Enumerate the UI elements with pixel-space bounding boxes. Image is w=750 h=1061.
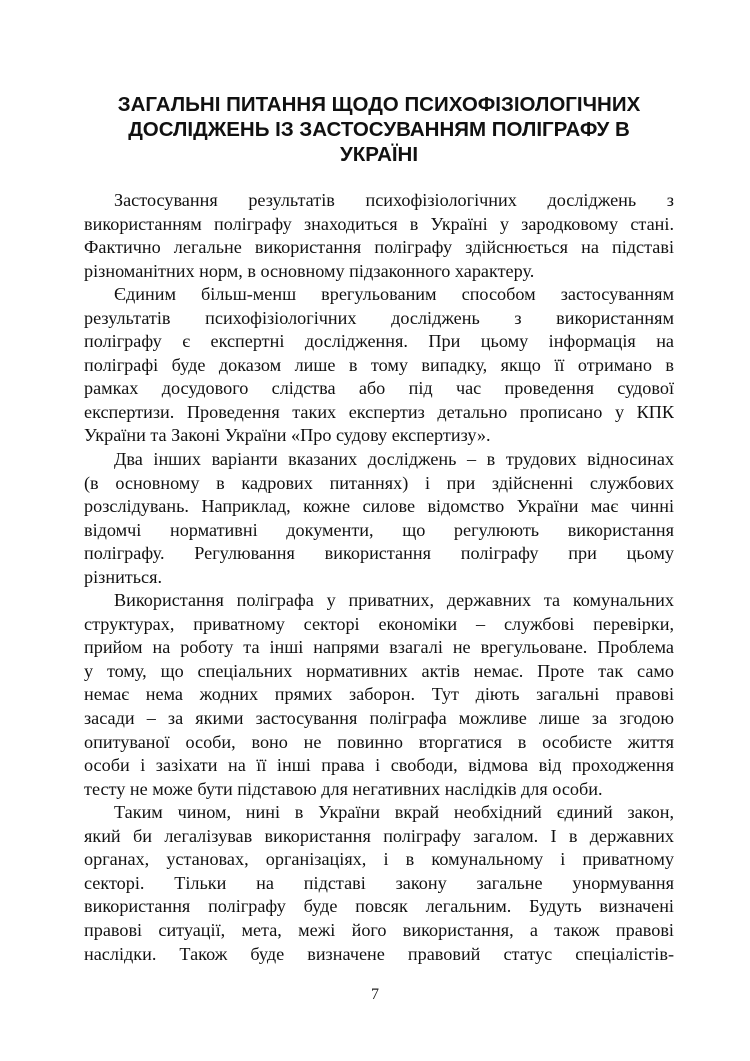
paragraph <box>84 448 674 589</box>
text-line: використанням поліграфу знаходиться в Україні у зародковому стані. <box>84 213 674 234</box>
title-line: ЗАГАЛЬНІ ПИТАННЯ ЩОДО ПСИХОФІЗІОЛОГІЧНИХ <box>117 93 641 116</box>
paragraph <box>84 589 674 801</box>
paragraph <box>84 283 674 448</box>
text-line: різноманітних норм, в основному підзаконного характеру. <box>84 260 535 281</box>
text-line: у тому, що спеціальних нормативних актів немає. Проте так само <box>84 660 674 681</box>
text-line: опитуваної особи, воно не повинно вторгатися в особисте життя <box>84 731 674 752</box>
text-line: Таким чином, нині в України вкрай необхідний єдиний закон, <box>114 802 674 823</box>
text-line: розслідувань. Наприклад, кожне силове відомство України має чинні <box>84 496 674 517</box>
text-line: рамках досудового слідства або під час проведення судової <box>84 378 674 399</box>
text-line: Фактично легальне використання поліграфу здійснюється на підставі <box>84 237 674 258</box>
text-line: тесту не може бути підставою для негативних наслідків для особи. <box>84 778 603 799</box>
text-line: поліграфу. Регулювання використання поліграфу при цьому <box>84 543 674 564</box>
text-line: (в основному в кадрових питаннях) і при здійсненні службових <box>84 472 674 493</box>
text-line: органах, установах, організаціях, і в комунальному і приватному <box>84 849 674 870</box>
page-number: 7 <box>371 986 379 1003</box>
document-body <box>84 189 674 966</box>
text-line: України та Законі України «Про судову експертизу». <box>84 425 491 446</box>
text-line: Єдиним більш-менш врегульованим способом застосуванням <box>114 284 674 305</box>
text-line: правові ситуації, мета, межі його використання, а також правові <box>84 919 674 940</box>
title-line: УКРАЇНІ <box>339 143 419 166</box>
text-line: поліграфу є експертні дослідження. При цьому інформація на <box>84 331 674 352</box>
text-line: Два інших варіанти вказаних досліджень – в трудових відносинах <box>114 449 674 470</box>
paragraph <box>84 801 674 966</box>
text-line: використання поліграфу буде повсяк легальним. Будуть визначені <box>84 896 674 917</box>
document-title <box>84 92 674 167</box>
text-line: структурах, приватному секторі економіки – службові перевірки, <box>84 613 674 634</box>
title-line: ДОСЛІДЖЕНЬ ІЗ ЗАСТОСУВАННЯМ ПОЛІГРАФУ В <box>128 118 630 141</box>
text-line: відомчі нормативні документи, що регулюють використання <box>84 519 674 540</box>
text-line: немає нема жодних прямих заборон. Тут діють загальні правові <box>84 684 674 705</box>
text-line: експертизи. Проведення таких експертиз детально прописано у КПК <box>84 401 674 422</box>
paragraph <box>84 189 674 283</box>
text-line: поліграфі буде доказом лише в тому випадку, якщо її отримано в <box>84 354 674 375</box>
text-line: прийом на роботу та інші напрями взагалі не врегульоване. Проблема <box>84 637 674 658</box>
text-line: Використання поліграфа у приватних, державних та комунальних <box>114 590 674 611</box>
text-line: наслідки. Також буде визначене правовий статус спеціалістів- <box>84 943 674 964</box>
text-line: секторі. Тільки на підставі закону загальне унормування <box>84 872 674 893</box>
text-line: результатів психофізіологічних досліджень з використанням <box>84 307 674 328</box>
text-line: який би легалізував використання поліграфу загалом. І в державних <box>84 825 674 846</box>
text-line: Застосування результатів психофізіологічних досліджень з <box>114 190 674 210</box>
text-line: особи і зазіхати на її інші права і свободи, відмова від проходження <box>84 755 674 776</box>
text-line: різниться. <box>84 566 163 587</box>
text-line: засади – за якими застосування поліграфа можливе лише за згодою <box>84 708 674 729</box>
